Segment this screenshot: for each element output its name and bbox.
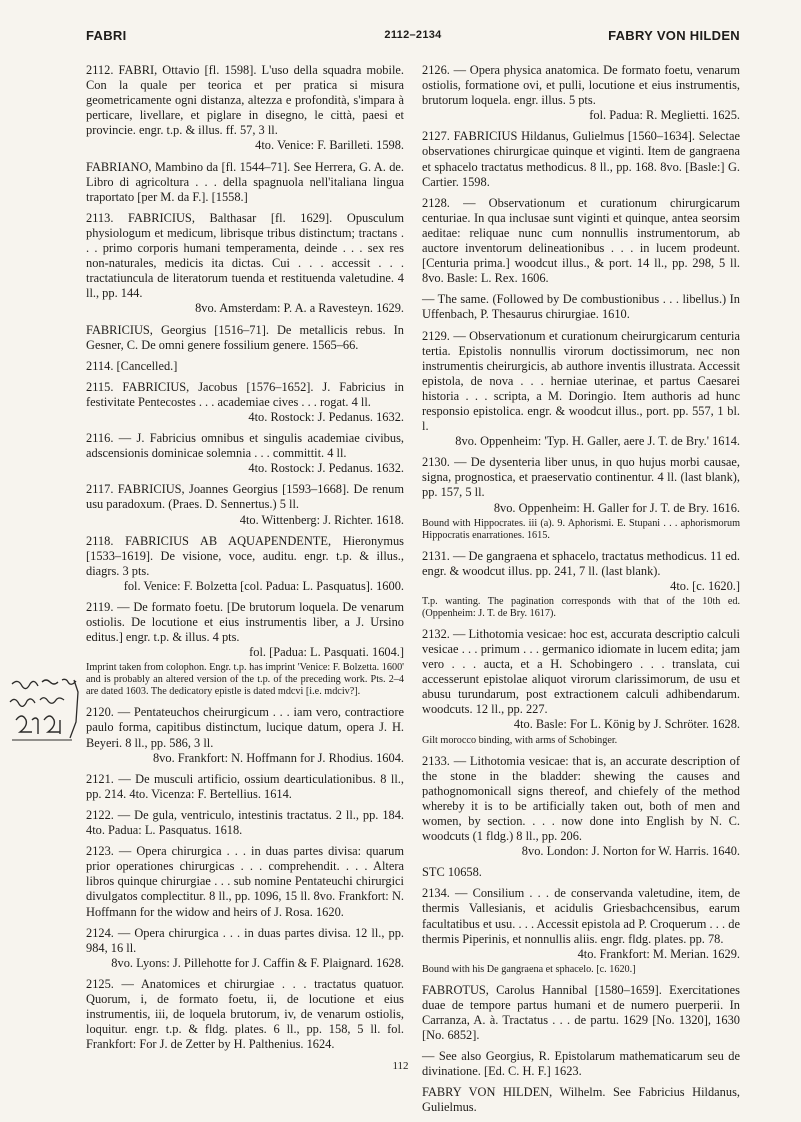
catalogue-entry xyxy=(422,549,740,594)
entry-imprint: 4to. Basle: For L. König by J. Schröter. 1628. xyxy=(513,717,740,732)
entry-text: 2117. FABRICIUS, Joannes Georgius [1593–1668]. De renum usu paradoxum. (Praes. D. Sennertus.) 5 ll. xyxy=(86,482,404,512)
catalogue-entry xyxy=(422,129,740,189)
entry-note: Imprint taken from colophon. Engr. t.p. has imprint 'Venice: F. Bolzetta. 1600' and is probably an altered version of the t.p. of the preceding work. Pts. 2–4 are dated 1603. The dedicatory epistle is dated mdcvi [i.e. mdciv?]. xyxy=(86,662,404,698)
running-head-left: FABRI xyxy=(86,28,127,43)
entry-imprint: 8vo. Amsterdam: P. A. a Ravesteyn. 1629. xyxy=(195,301,404,316)
entry-text: 2116. — J. Fabricius omnibus et singulis academiae civibus, adscensionis dominicae solemnia . . . committit. 4 ll. xyxy=(86,431,404,461)
catalogue-entry xyxy=(422,329,740,450)
entry-note: Bound with his De gangraena et sphacelo. [c. 1620.] xyxy=(422,963,636,975)
catalogue-entry xyxy=(86,323,404,353)
entry-text: 2124. — Opera chirurgica . . . in duas partes divisa. 12 ll., pp. 984, 16 ll. xyxy=(86,925,404,955)
entry-text: 2127. FABRICIUS Hildanus, Gulielmus [1560–1634]. Selectae observationes chirurgicae quinque et viginti. Item de gangraena et sphacelo tractatus methodicus. 8 ll., pp. 168. 8vo. [Basle:] G. Cartier. 1598. xyxy=(422,129,740,189)
entry-text: — See also Georgius, R. Epistolarum mathematicarum seu de divinatione. [Ed. C. H. F.] 1623. xyxy=(422,1049,740,1079)
entry-text: 2133. — Lithotomia vesicae: that is, an accurate description of the stone in the bladder: shewing the causes and pathognomonicall signs thereof, and chiefely of the method whereby it is to be artificially taken out, both of men and women, by section. . . . now done into English by N. C. woodcuts (1 fldg.) 8 ll., pp. 206. xyxy=(422,753,740,844)
entry-text: FABRIANO, Mambino da [fl. 1544–71]. See Herrera, G. A. de. Libro di agricoltura . . . della spagnuola nell'italiana lingua traportato [per M. da F.]. [1558.] xyxy=(86,159,404,204)
entry-note: T.p. wanting. The pagination corresponds with that of the 10th ed. (Oppenheim: J. T. de Bry. 1617). xyxy=(422,595,740,619)
entry-note: Bound with Hippocrates. iii (a). 9. Aphorismi. E. Stupani . . . aphorismorum Hippocratis enarrationes. 1615. xyxy=(422,517,740,541)
catalogue-entry xyxy=(86,600,404,660)
right-column xyxy=(422,63,740,1122)
catalogue-entry xyxy=(86,844,404,919)
left-column xyxy=(86,63,404,1058)
entry-text: 2132. — Lithotomia vesicae: hoc est, accurata descriptio calculi vesicae . . . primum . . . germanico idiomate in lucem edita; jam vero . . . aucta, et a H. Schobingero . . . translata, cui accesserunt epistolae aliquot virorum clarissimorum, de usu et abusu turundarum, post extractionem calculi adhibendarum. woodcuts. 12 ll., pp. 227. xyxy=(422,626,740,717)
entry-imprint: 4to. Frankfort: M. Merian. 1629. xyxy=(577,946,740,961)
entry-imprint: 8vo. Lyons: J. Pillehotte for J. Caffin & F. Plaignard. 1628. xyxy=(111,955,404,970)
catalogue-entry xyxy=(422,63,740,123)
entry-imprint: 8vo. Oppenheim: 'Typ. H. Galler, aere J. T. de Bry.' 1614. xyxy=(455,434,740,449)
catalogue-entry xyxy=(86,772,404,802)
entry-text: 2123. — Opera chirurgica . . . in duas partes divisa: quarum prior operationes chirurgicas . . . comprehendit. . . . Altera libros quinque chirurgiae . . . sub nomine Pentateuchi chirurgici divulgatos complectitur. 8 ll., pp. 1096, 15 ll. 8vo. Frankfort: N. Hoffmann for the widow and heirs of J. Rosa. 1620. xyxy=(86,844,404,919)
catalogue-entry xyxy=(86,482,404,527)
catalogue-entry xyxy=(86,926,404,971)
entry-imprint: 4to. Wittenberg: J. Richter. 1618. xyxy=(239,512,404,527)
entry-text: 2120. — Pentateuchos cheirurgicum . . . iam vero, contractiore paulo forma, capitibus distinctum, lucique datum, opera J. H. Beyeri. 8 ll., pp. 586, 3 ll. xyxy=(86,705,404,750)
running-head-right: FABRY VON HILDEN xyxy=(608,28,740,43)
entry-imprint: 8vo. London: J. Norton for W. Harris. 1640. xyxy=(521,844,740,859)
catalogue-entry xyxy=(422,292,740,322)
entry-text: 2131. — De gangraena et sphacelo, tractatus methodicus. 11 ed. engr. & woodcut illus. pp. 241, 7 ll. (last blank). xyxy=(422,548,740,578)
entry-imprint: fol. Padua: R. Meglietti. 1625. xyxy=(589,108,740,123)
catalogue-entry xyxy=(86,977,404,1052)
catalogue-entry xyxy=(422,865,740,880)
entry-text: 2130. — De dysenteria liber unus, in quo hujus morbi causae, signa, prognostica, et praeservatio continentur. 4 ll. (last blank), pp. 157, 5 ll. xyxy=(422,455,740,500)
running-head-range: 2112–2134 xyxy=(384,29,442,41)
entry-note: Gilt morocco binding, with arms of Schobinger. xyxy=(422,734,618,746)
entry-text: 2121. — De musculi artificio, ossium dearticulationibus. 8 ll., pp. 214. 4to. Vicenza: F. Bertellius. 1614. xyxy=(86,771,404,801)
entry-text: 2122. — De gula, ventriculo, intestinis tractatus. 2 ll., pp. 184. 4to. Padua: L. Pasquatus. 1618. xyxy=(86,807,404,838)
entry-text: FABROTUS, Carolus Hannibal [1580–1659]. Exercitationes duae de tempore partus humani et de numero puerperii. In Carranza, A. à. Tractatus . . . de partu. 1629 [No. 1320], 1630 [No. 6852]. xyxy=(422,982,740,1043)
catalogue-entry xyxy=(422,754,740,860)
entry-text: 2112. FABRI, Ottavio [fl. 1598]. L'uso della squadra mobile. Con la quale per teorica et per pratica si misura geometricamente ogni distanza, altezza e profondità, s'impara à perticare, livellare, et piglare in disegno, le città, paesi et provincie. engr. t.p. & illus. ff. 57, 3 ll. xyxy=(86,63,404,138)
catalogue-entry xyxy=(86,380,404,425)
entry-imprint: fol. [Padua: L. Pasquati. 1604.] xyxy=(249,645,404,660)
entry-imprint: 4to. Rostock: J. Pedanus. 1632. xyxy=(248,409,404,424)
entry-text: 2115. FABRICIUS, Jacobus [1576–1652]. J. Fabricius in festivitate Pentecostes . . . academiae cives . . . rogat. 4 ll. xyxy=(86,379,404,409)
entry-text: FABRY VON HILDEN, Wilhelm. See Fabricius Hildanus, Gulielmus. xyxy=(422,1085,740,1115)
entry-imprint: 4to. Rostock: J. Pedanus. 1632. xyxy=(248,461,404,476)
entry-text: 2119. — De formato foetu. [De brutorum loquela. De venarum ostiolis. De locutione et eius instrumentis liber, a J. Ursino editus.] engr. t.p. & illus. 4 pts. xyxy=(86,600,404,645)
catalogue-entry xyxy=(86,705,404,765)
catalogue-entry xyxy=(422,196,740,287)
catalogue-entry xyxy=(86,534,404,594)
entry-text: 2128. — Observationum et curationum chirurgicarum centuriae. In qua inclusae sunt viginti et quinque, antea seorsim aeditae: reliquae nunc cum nonnullis instrumentorum, ab auctore inventorum delineationibus . . . in lucem prodeunt. [Centuria prima.] woodcut illus., & port. 14 ll., pp. 298, 5 ll. 8vo. Basle: L. Rex. 1606. xyxy=(422,195,740,286)
entry-text: 2113. FABRICIUS, Balthasar [fl. 1629]. Opusculum physiologum et medicum, librisque tribus distinctum; tractans . . . primo corporis humani temperamenta, deinde . . . sex res non-naturales, medicis ita dictas. Cui . . . accessit . . . tractatiuncula de literatorum tuenda et restituenda valetudine. 4 ll., pp. 144. xyxy=(86,210,404,301)
entry-text: 2129. — Observationum et curationum cheirurgicarum centuria tertia. Epistolis nonnullis virorum doctissimorum, nec non instrumentis cheirurgicis, ab authore inventis illustrata. Accessit epistola, de nova . . . herniae uterinae, et partus Caesarei historia . . . scripta, a M. Doringio. Item authoris ad hunc responsio epistolica. engr. & woodcut illus., port. pp. 557, 1 bl. l. xyxy=(422,328,740,434)
entry-imprint: 4to. [c. 1620.] xyxy=(670,578,740,593)
entry-text: 2118. FABRICIUS AB AQUAPENDENTE, Hieronymus [1533–1619]. De visione, voce, auditu. engr. t.p. & illus., diagrs. 3 pts. xyxy=(86,533,404,578)
catalogue-entry xyxy=(422,983,740,1043)
entry-text: 2114. [Cancelled.] xyxy=(86,358,178,373)
catalogue-entry xyxy=(86,359,404,374)
page-number: 112 xyxy=(392,1060,409,1072)
catalogue-entry xyxy=(86,211,404,317)
catalogue-entry xyxy=(422,886,740,961)
catalogue-entry xyxy=(86,63,404,154)
entry-text: 2134. — Consilium . . . de conservanda valetudine, item, de thermis Vallesianis, et acidulis Griesbachcensibus, earum facultatibus et usu. . . . Accessit epistola ad P. Croquerum . . . de thermis Piperinis, et nonnullis aliis. engr. fldg. plates. pp. 78. xyxy=(422,886,740,946)
entry-imprint: 4to. Venice: F. Barilleti. 1598. xyxy=(255,138,404,153)
entry-text: FABRICIUS, Georgius [1516–71]. De metallicis rebus. In Gesner, C. De omni genere fossilium genere. 1565–66. xyxy=(86,322,404,352)
entry-imprint: fol. Venice: F. Bolzetta [col. Padua: L. Pasquatus]. 1600. xyxy=(123,578,404,593)
catalogue-entry xyxy=(86,431,404,476)
catalogue-entry xyxy=(86,808,404,838)
catalogue-entry xyxy=(422,627,740,733)
handwritten-margin-annotation xyxy=(8,676,82,742)
entry-text: 2125. — Anatomices et chirurgiae . . . tractatus quatuor. Quorum, i, de formato foetu, ii, de locutione et eius instrumentis, iii, de loquela brutorum, iv, de venarum ostiolis, loquitur. engr. t.p. & fldg. plates. 6 ll., pp. 158, 5 ll. fol. Frankfort: For J. de Zetter by H. Palthenius. 1624. xyxy=(86,976,404,1052)
catalogue-entry xyxy=(86,160,404,205)
entry-text: STC 10658. xyxy=(422,865,482,880)
catalogue-entry xyxy=(422,455,740,515)
entry-imprint: 8vo. Frankfort: N. Hoffmann for J. Rhodius. 1604. xyxy=(152,750,404,765)
entry-imprint: 8vo. Oppenheim: H. Galler for J. T. de Bry. 1616. xyxy=(493,500,740,515)
running-head xyxy=(86,28,740,44)
entry-text: 2126. — Opera physica anatomica. De formato foetu, venarum ostiolis, formatione ovi, et pulli, locutione et eius instrumentis, brutorum loquela. engr. illus. 5 pts. xyxy=(422,63,740,108)
entry-text: — The same. (Followed by De combustionibus . . . libellus.) In Uffenbach, P. Thesaurus chirurgiae. 1610. xyxy=(422,292,740,322)
catalogue-entry xyxy=(422,1085,740,1115)
